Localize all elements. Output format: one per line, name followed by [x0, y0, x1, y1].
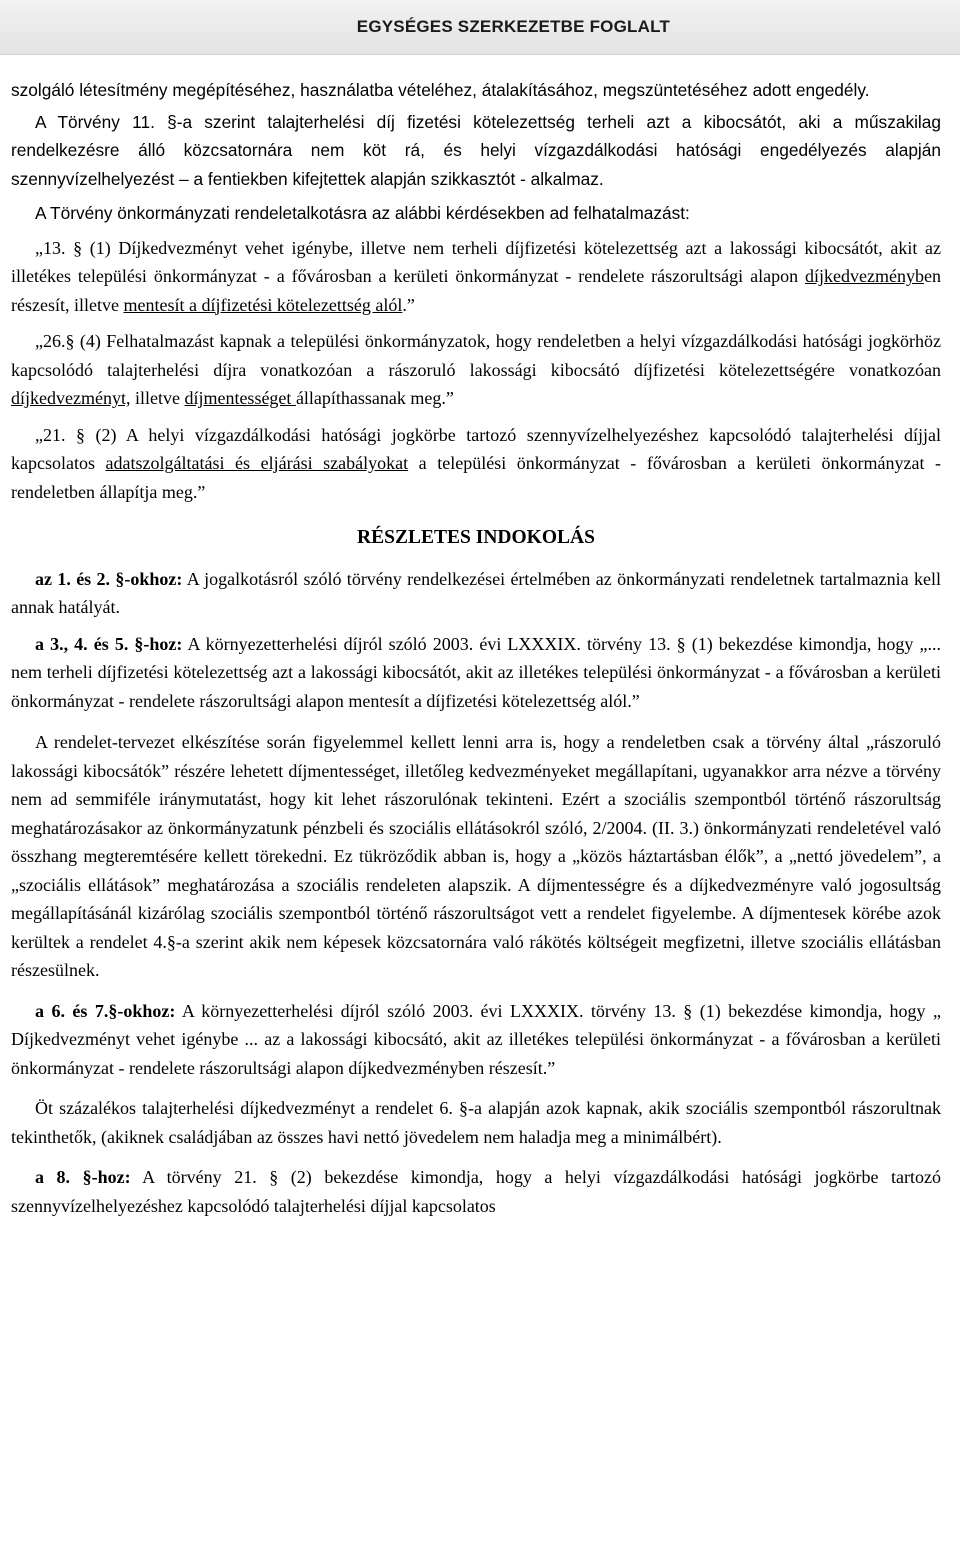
quote-13-underline-2: mentesít a díjfizetési kötelezettség alól [123, 294, 403, 315]
quote-21-paragraph [11, 421, 941, 507]
document-header [0, 0, 960, 55]
quote-26-underline-2: díjmentességet [184, 388, 296, 408]
section-1-2-text: A jogalkotásról szóló törvény rendelkezései értelmében az önkormányzati rendeletnek tartalmaznia kell annak hatályát. [11, 568, 941, 617]
section-3-5-paragraph [11, 630, 941, 716]
quote-26-underline-1: díjkedvezményt, [11, 388, 131, 408]
section-heading: RÉSZLETES INDOKOLÁS [357, 527, 595, 548]
paragraph-ot-szazalek: Öt százalékos talajterhelési díjkedvezményt a rendelet 6. §-a alapján azok kapnak, akik szociális szempontból rászorultnak tekinthetők, (akiknek családjában az összes havi nettó jövedelem nem haladja meg a minimálbért). [11, 1098, 941, 1147]
section-8-text: A törvény 21. § (2) bekezdése kimondja, hogy a helyi vízgazdálkodási hatósági jogkörbe tartozó szennyvízelhelyezéshez kapcsolódó talajterhelési díjjal kapcsolatos [11, 1167, 941, 1216]
document-body [11, 76, 941, 1220]
quote-13-text-a: „13. § (1) Díjkedvezményt vehet igénybe, illetve nem terheli díjfizetési kötelezettség azt a lakossági kibocsátót, akit az illetékes települési önkormányzat - a fővárosban a kerületi önkormányzat - rendelete rászorultsági alapon [11, 237, 941, 286]
quote-21-underline-1: adatszolgáltatási és eljárási szabályokat [105, 453, 409, 473]
section-6-7-label: a 6. és 7.§-okhoz: [35, 1000, 176, 1021]
section-3-5-text: A környezetterhelési díjról szóló 2003. évi LXXXIX. törvény 13. § (1) bekezdése kimondja, hogy „... nem terheli díjfizetési kötelezettség azt a lakossági kibocsátót, akit az illetékes települési önkormányzat - a fővárosban a kerületi önkormányzat - rendelete rászorultsági alapon mentesít a díjfizetési kötelezettség alól.” [11, 633, 941, 711]
paragraph-engedely: szolgáló létesítmény megépítéséhez, használatba vételéhez, átalakításához, megszüntetéséhez adott engedély. [11, 80, 870, 100]
quote-26-text-b: illetve [130, 388, 185, 408]
quote-21-text-b: a települési önkormányzat - fővárosban a kerületi önkormányzat - rendeletben állapítja meg.” [11, 453, 941, 502]
quote-13-paragraph [11, 234, 941, 320]
quote-26-paragraph [11, 327, 941, 413]
section-3-5-label: a 3., 4. és 5. §-hoz: [35, 633, 183, 654]
section-8-label: a 8. §-hoz: [35, 1167, 131, 1187]
quote-26-text-c: állapíthassanak meg.” [295, 388, 454, 408]
quote-21-text-a: „21. § (2) A helyi vízgazdálkodási hatósági jogkörbe tartozó szennyvízelhelyezéshez kapcsolódó talajterhelési díjjal kapcsolatos [11, 424, 941, 473]
paragraph-rendelet-tervezet: A rendelet-tervezet elkészítése során figyelemmel kellett lenni arra is, hogy a rendeletben csak a törvény által „rászoruló lakossági kibocsátók” részére lehetett díjmentességet, illetőleg kedvezményeket megállapítani, ugyanakkor arra nézve a törvény nem ad semmiféle iránymutatást, hogy kit lehet rászorulónak tekinteni. Ezért a szociális szempontból történő rászorultság meghatározásakor az önkormányzatunk pénzbeli és szociális ellátásokról szóló, 2/2004. (II. 3.) önkormányzati rendeletével való összhang megteremtésére kellett törekedni. Ez tükröződik abban is, hogy a „közös háztartásban élők”, a „nettó jövedelem”, a „szociális ellátások” meghatározása a szociális rendeleten alapszik. A díjmentességre és a díjkedvezményre való jogosultság megállapításánál kizárólag szociális szempontból történő rászorultságot vett a rendelet figyelembe. A díjmentesek körébe azok kerültek a rendelet 4.§-a szerint akik nem képesek közcsatornára való rákötés költségeit megfizetni, illetve szociális ellátásban részesülnek. [11, 732, 941, 980]
quote-13-text-b: en részesít, illetve [11, 266, 941, 315]
header-title: EGYSÉGES SZERKEZETBE FOGLALT [356, 17, 670, 36]
section-1-2-label: az 1. és 2. §-okhoz: [35, 568, 183, 589]
paragraph-felhatalmazas: A Törvény önkormányzati rendeletalkotásra az alábbi kérdésekben ad felhatalmazást: [35, 203, 690, 223]
section-6-7-text: A környezetterhelési díjról szóló 2003. évi LXXXIX. törvény 13. § (1) bekezdése kimondja, hogy „ Díjkedvezményt vehet igénybe ... az a lakossági kibocsátó, akit az illetékes települési önkormányzat - a fővárosban a kerületi önkormányzat - rendelete rászorultsági alapon díjkedvezményben részesít.” [11, 1000, 941, 1078]
quote-13-underline-1: díjkedvezményb [805, 266, 924, 286]
paragraph-torveny-11: A Törvény 11. §-a szerint talajterhelési díj fizetési kötelezettség terheli azt a kibocsátót, aki a műszakilag rendelkezésre álló közcsatornára nem köt rá, és helyi vízgazdálkodási hatósági engedélyezés alapján szennyvízelhelyezést – a fentiekben kifejtettek alapján szikkasztót - alkalmaz. [11, 111, 941, 189]
section-8-paragraph [11, 1163, 941, 1220]
section-6-7-paragraph [11, 997, 941, 1083]
quote-26-text-a: „26.§ (4) Felhatalmazást kapnak a települési önkormányzatok, hogy rendeletben a helyi vízgazdálkodási hatósági jogkörhöz kapcsolódó talajterhelési díjra vonatkozóan a rászoruló lakossági kibocsátó díjfizetési kötelezettségére vonatkozóan [11, 331, 941, 380]
section-1-2-paragraph [11, 565, 941, 622]
quote-13-text-c: .” [402, 294, 415, 315]
